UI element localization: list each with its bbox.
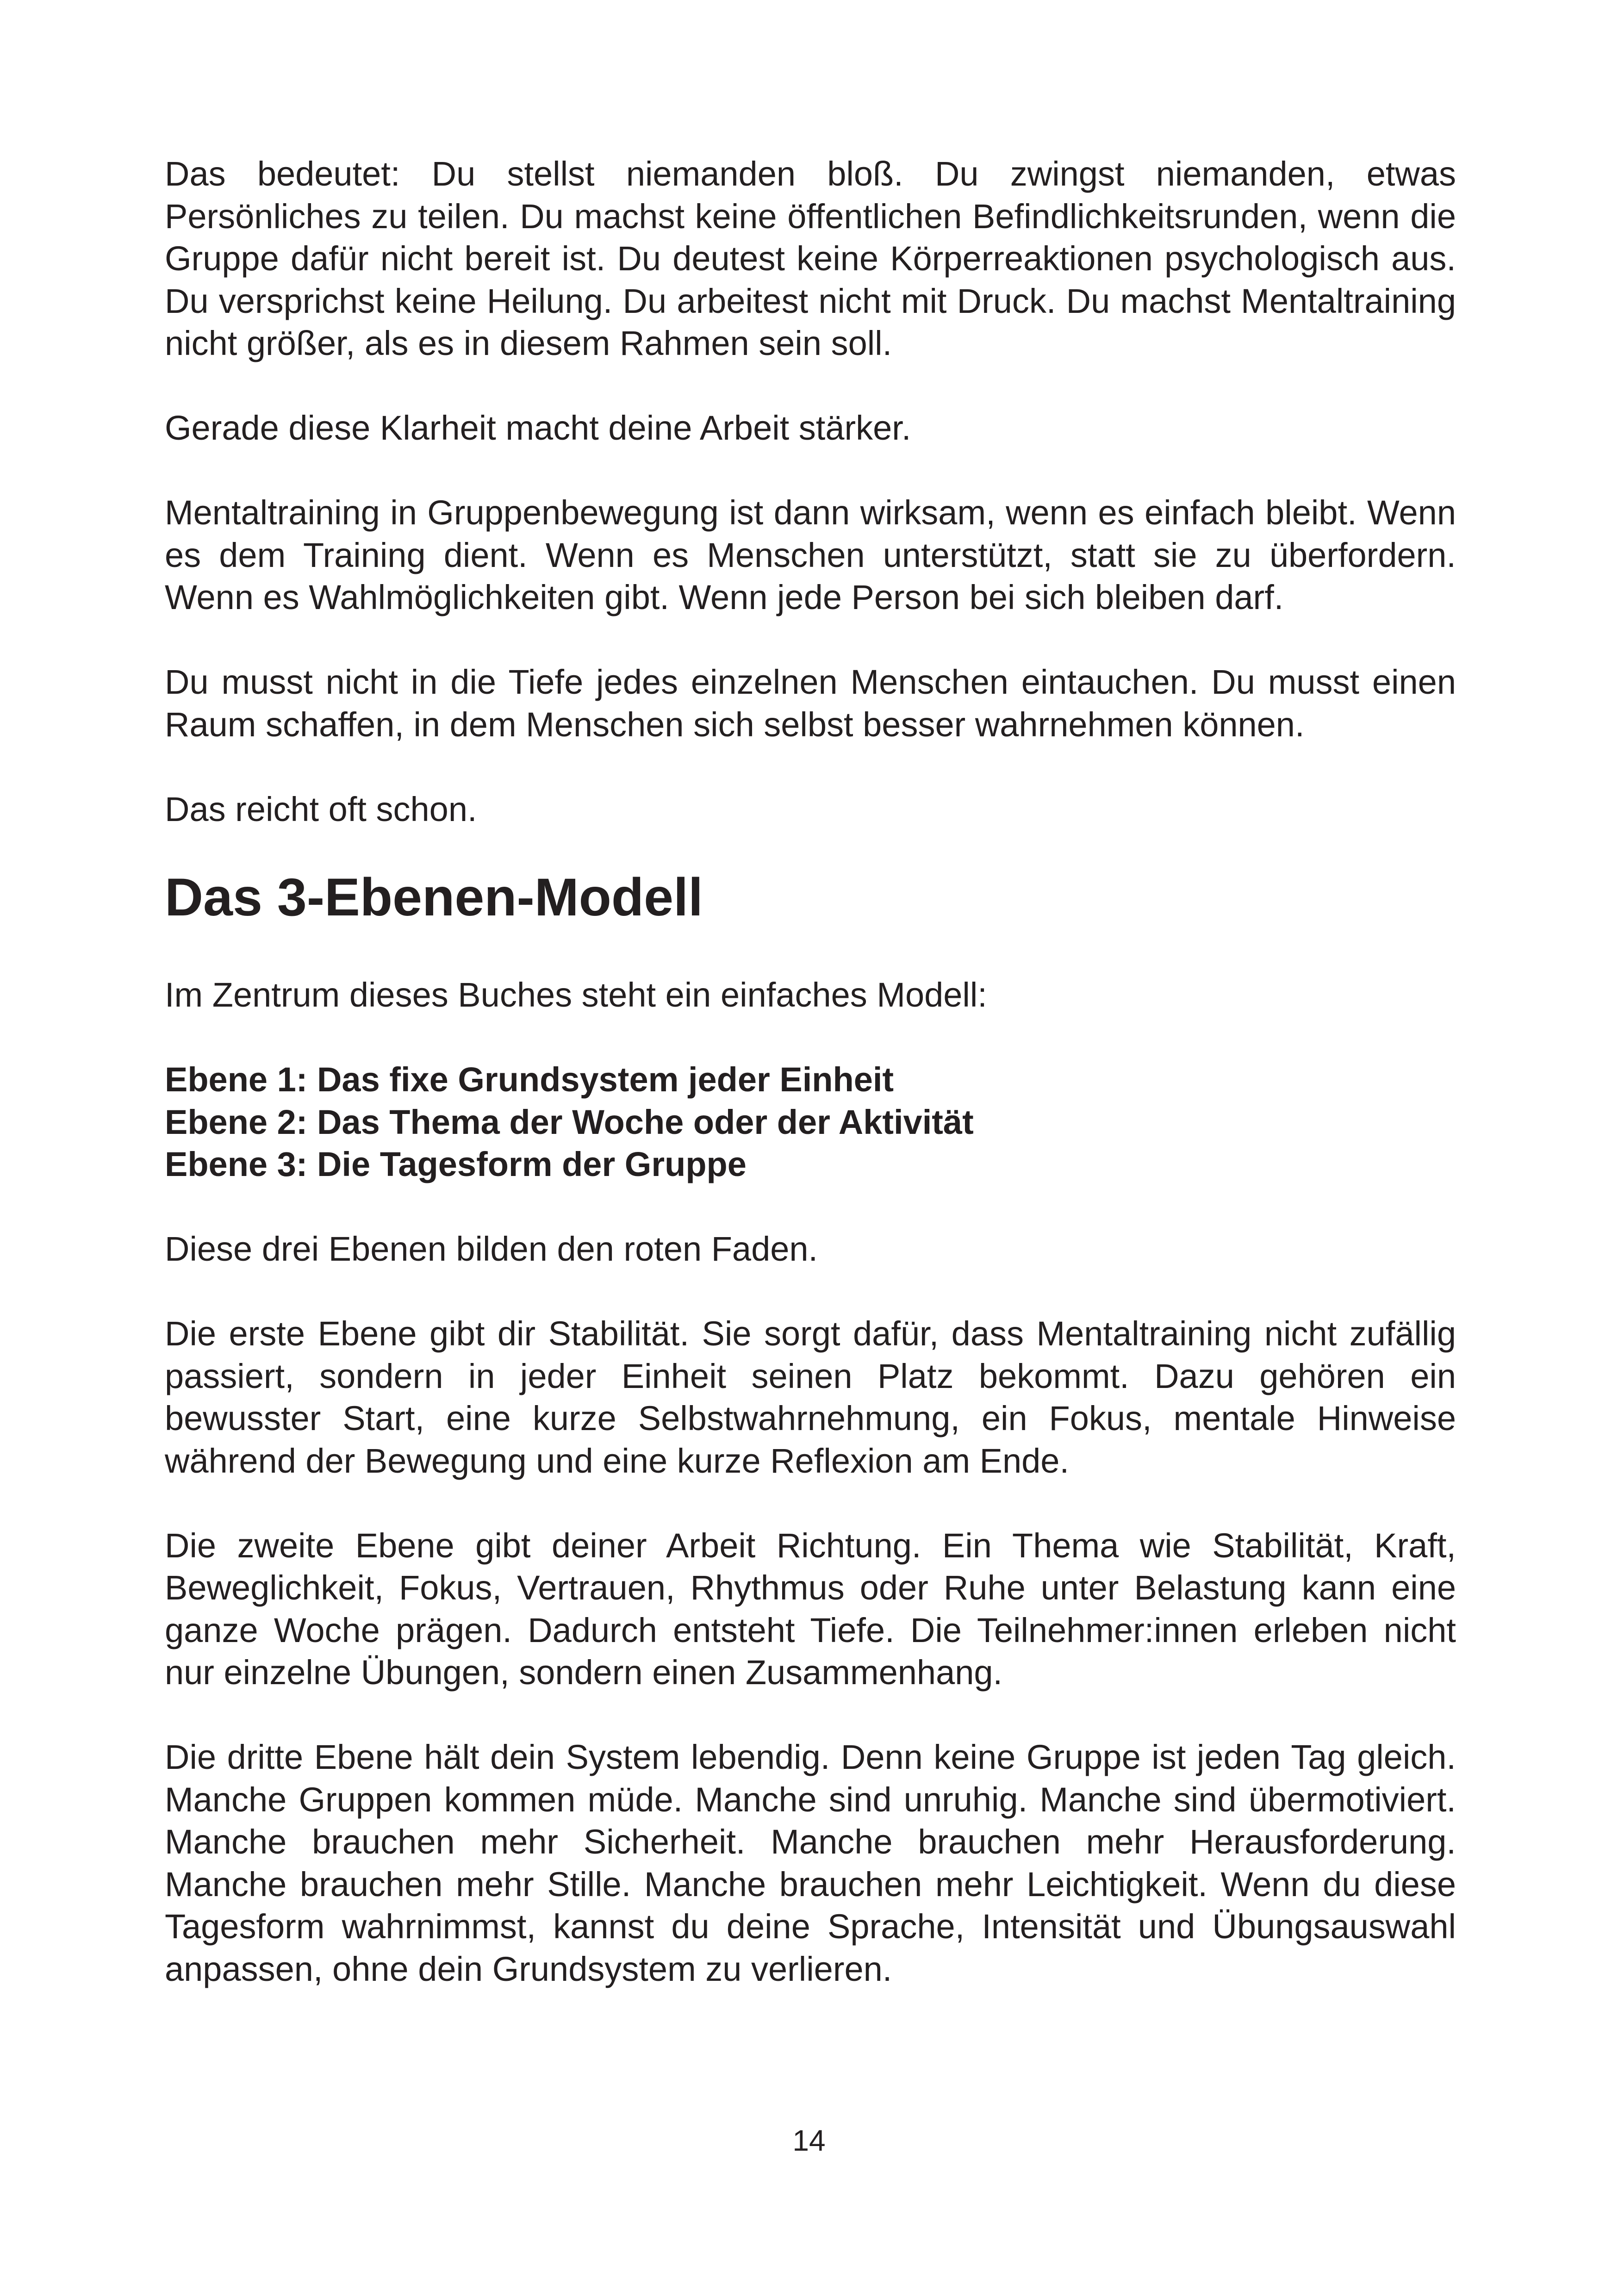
level-list (165, 1058, 1456, 1186)
level-item: Ebene 1: Das fixe Grundsystem jeder Einheit (165, 1060, 894, 1099)
body-paragraph: Diese drei Ebenen bilden den roten Faden. (165, 1230, 818, 1268)
body-paragraph: Das reicht oft schon. (165, 790, 477, 828)
body-paragraph: Die dritte Ebene hält dein System lebendig. Denn keine Gruppe ist jeden Tag gleich. Manche Gruppen kommen müde. Manche sind unruhig. Manche sind übermotiviert. Manche brauchen mehr Sicherheit. Manche brauchen mehr Herausforderung. Manche brauchen mehr Stille. Manche brauchen mehr Leichtigkeit. Wenn du diese Tagesform wahrnimmst, kannst du deine Sprache, Intensität und Übungsauswahl anpassen, ohne dein Grundsystem zu verlieren. (165, 1738, 1456, 1988)
body-paragraph: Das bedeutet: Du stellst niemanden bloß. Du zwingst niemanden, etwas Persönliches zu teilen. Du machst keine öffentlichen Befindlichkeitsrunden, wenn die Gruppe dafür nicht bereit ist. Du deutest keine Körperreaktionen psychologisch aus. Du versprichst keine Heilung. Du arbeitest nicht mit Druck. Du machst Mentaltraining nicht größer, als es in diesem Rahmen sein soll. (165, 155, 1456, 362)
body-paragraph: Die zweite Ebene gibt deiner Arbeit Richtung. Ein Thema wie Stabilität, Kraft, Beweglichkeit, Fokus, Vertrauen, Rhythmus oder Ruhe unter Belastung kann eine ganze Woche prägen. Dadurch entsteht Tiefe. Die Teilnehmer:innen erleben nicht nur einzelne Übungen, sondern einen Zusammenhang. (165, 1526, 1456, 1692)
body-paragraph: Gerade diese Klarheit macht deine Arbeit stärker. (165, 409, 911, 447)
body-paragraph: Du musst nicht in die Tiefe jedes einzelnen Menschen eintauchen. Du musst einen Raum schaffen, in dem Menschen sich selbst besser wahrnehmen können. (165, 663, 1456, 744)
page-content (165, 153, 1456, 1990)
section-heading: Das 3-Ebenen-Modell (165, 868, 703, 927)
page-number: 14 (792, 2124, 826, 2157)
level-item: Ebene 2: Das Thema der Woche oder der Aktivität (165, 1102, 974, 1141)
body-paragraph: Mentaltraining in Gruppenbewegung ist dann wirksam, wenn es einfach bleibt. Wenn es dem Training dient. Wenn es Menschen unterstützt, statt sie zu überfordern. Wenn es Wahlmöglichkeiten gibt. Wenn jede Person bei sich bleiben darf. (165, 493, 1456, 616)
level-item: Ebene 3: Die Tagesform der Gruppe (165, 1145, 747, 1183)
body-paragraph: Die erste Ebene gibt dir Stabilität. Sie sorgt dafür, dass Mentaltraining nicht zufällig passiert, sondern in jeder Einheit seinen Platz bekommt. Dazu gehören ein bewusster Start, eine kurze Selbstwahrnehmung, ein Fokus, mentale Hinweise während der Bewegung und eine kurze Reflexion am Ende. (165, 1314, 1456, 1480)
section-lead: Im Zentrum dieses Buches steht ein einfaches Modell: (165, 976, 987, 1014)
